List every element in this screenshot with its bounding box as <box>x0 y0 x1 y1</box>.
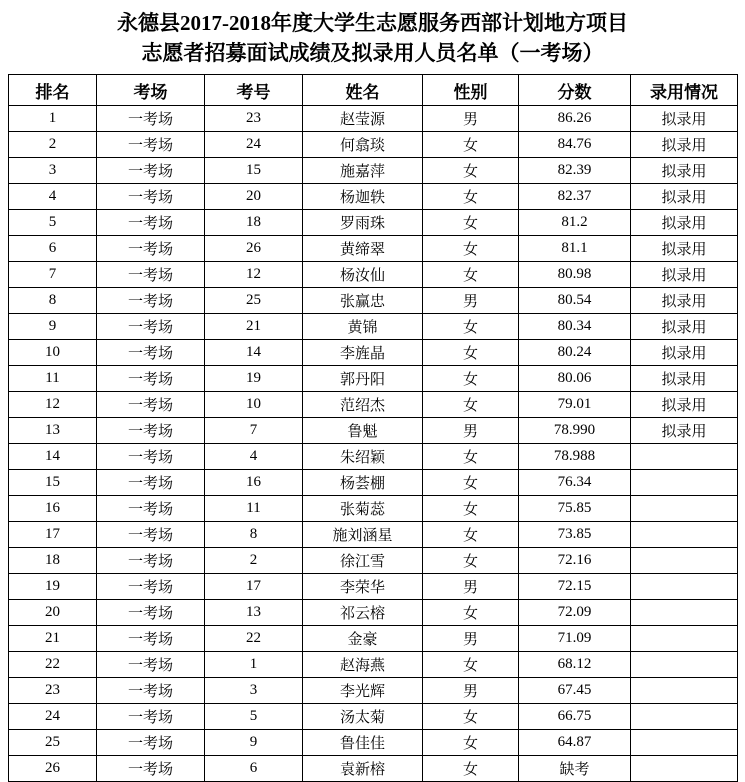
cell-gender: 女 <box>423 210 519 236</box>
cell-room: 一考场 <box>97 548 205 574</box>
cell-rank: 11 <box>9 366 97 392</box>
cell-result <box>631 626 738 652</box>
cell-score: 72.09 <box>519 600 631 626</box>
cell-score: 75.85 <box>519 496 631 522</box>
cell-result <box>631 574 738 600</box>
cell-name: 黄缔翠 <box>303 236 423 262</box>
results-table <box>8 74 738 782</box>
table-row <box>9 756 738 782</box>
cell-room: 一考场 <box>97 132 205 158</box>
cell-gender: 女 <box>423 652 519 678</box>
cell-score: 78.990 <box>519 418 631 444</box>
cell-name: 李光辉 <box>303 678 423 704</box>
cell-room: 一考场 <box>97 262 205 288</box>
table-row <box>9 704 738 730</box>
column-header-room: 考场 <box>97 75 205 106</box>
cell-rank: 2 <box>9 132 97 158</box>
cell-result: 拟录用 <box>631 236 738 262</box>
table-row <box>9 314 738 340</box>
column-header-rank: 排名 <box>9 75 97 106</box>
cell-score: 68.12 <box>519 652 631 678</box>
cell-name: 杨荟棚 <box>303 470 423 496</box>
cell-name: 鲁佳佳 <box>303 730 423 756</box>
cell-rank: 4 <box>9 184 97 210</box>
cell-gender: 女 <box>423 184 519 210</box>
cell-rank: 5 <box>9 210 97 236</box>
table-row <box>9 340 738 366</box>
cell-result: 拟录用 <box>631 210 738 236</box>
table-row <box>9 392 738 418</box>
cell-exam-number: 4 <box>205 444 303 470</box>
cell-rank: 21 <box>9 626 97 652</box>
table-row <box>9 730 738 756</box>
cell-rank: 17 <box>9 522 97 548</box>
cell-score: 82.37 <box>519 184 631 210</box>
table-row <box>9 236 738 262</box>
cell-score: 82.39 <box>519 158 631 184</box>
cell-result: 拟录用 <box>631 132 738 158</box>
cell-rank: 6 <box>9 236 97 262</box>
cell-score: 64.87 <box>519 730 631 756</box>
cell-gender: 女 <box>423 236 519 262</box>
cell-room: 一考场 <box>97 184 205 210</box>
column-header-name: 姓名 <box>303 75 423 106</box>
cell-score: 71.09 <box>519 626 631 652</box>
cell-gender: 女 <box>423 444 519 470</box>
cell-room: 一考场 <box>97 444 205 470</box>
cell-result <box>631 470 738 496</box>
cell-exam-number: 23 <box>205 106 303 132</box>
column-header-exam-number: 考号 <box>205 75 303 106</box>
cell-name: 郭丹阳 <box>303 366 423 392</box>
table-row <box>9 548 738 574</box>
cell-room: 一考场 <box>97 600 205 626</box>
cell-rank: 14 <box>9 444 97 470</box>
cell-rank: 1 <box>9 106 97 132</box>
cell-gender: 男 <box>423 418 519 444</box>
cell-exam-number: 26 <box>205 236 303 262</box>
cell-score: 80.34 <box>519 314 631 340</box>
cell-gender: 女 <box>423 366 519 392</box>
cell-rank: 22 <box>9 652 97 678</box>
cell-name: 赵莹源 <box>303 106 423 132</box>
cell-result <box>631 652 738 678</box>
cell-exam-number: 12 <box>205 262 303 288</box>
cell-rank: 24 <box>9 704 97 730</box>
cell-gender: 女 <box>423 756 519 782</box>
cell-exam-number: 1 <box>205 652 303 678</box>
cell-score: 72.15 <box>519 574 631 600</box>
cell-name: 徐江雪 <box>303 548 423 574</box>
cell-exam-number: 8 <box>205 522 303 548</box>
cell-score: 81.1 <box>519 236 631 262</box>
cell-room: 一考场 <box>97 522 205 548</box>
cell-room: 一考场 <box>97 652 205 678</box>
cell-result <box>631 496 738 522</box>
table-row <box>9 600 738 626</box>
table-row <box>9 288 738 314</box>
table-row <box>9 574 738 600</box>
cell-name: 朱绍颖 <box>303 444 423 470</box>
column-header-score: 分数 <box>519 75 631 106</box>
table-row <box>9 418 738 444</box>
cell-exam-number: 18 <box>205 210 303 236</box>
cell-exam-number: 24 <box>205 132 303 158</box>
table-row <box>9 366 738 392</box>
cell-exam-number: 2 <box>205 548 303 574</box>
cell-score: 67.45 <box>519 678 631 704</box>
table-row <box>9 444 738 470</box>
cell-gender: 女 <box>423 392 519 418</box>
table-row <box>9 184 738 210</box>
cell-room: 一考场 <box>97 704 205 730</box>
cell-room: 一考场 <box>97 236 205 262</box>
cell-rank: 3 <box>9 158 97 184</box>
page-title-line-2: 志愿者招募面试成绩及拟录用人员名单（一考场） <box>141 41 604 65</box>
table-row <box>9 470 738 496</box>
cell-score: 76.34 <box>519 470 631 496</box>
cell-rank: 23 <box>9 678 97 704</box>
cell-exam-number: 17 <box>205 574 303 600</box>
cell-result <box>631 678 738 704</box>
cell-gender: 女 <box>423 548 519 574</box>
cell-room: 一考场 <box>97 288 205 314</box>
cell-result: 拟录用 <box>631 392 738 418</box>
cell-exam-number: 25 <box>205 288 303 314</box>
cell-result: 拟录用 <box>631 314 738 340</box>
cell-score: 80.54 <box>519 288 631 314</box>
table-row <box>9 106 738 132</box>
cell-score: 73.85 <box>519 522 631 548</box>
table-row <box>9 652 738 678</box>
cell-result: 拟录用 <box>631 184 738 210</box>
cell-rank: 15 <box>9 470 97 496</box>
cell-gender: 男 <box>423 288 519 314</box>
table-header-row <box>9 75 738 106</box>
cell-room: 一考场 <box>97 210 205 236</box>
cell-gender: 女 <box>423 132 519 158</box>
cell-result: 拟录用 <box>631 418 738 444</box>
cell-result <box>631 600 738 626</box>
cell-exam-number: 20 <box>205 184 303 210</box>
table-body <box>9 106 738 782</box>
cell-result <box>631 548 738 574</box>
cell-room: 一考场 <box>97 392 205 418</box>
cell-name: 杨汝仙 <box>303 262 423 288</box>
cell-score: 80.24 <box>519 340 631 366</box>
cell-gender: 女 <box>423 704 519 730</box>
cell-room: 一考场 <box>97 106 205 132</box>
table-row <box>9 678 738 704</box>
table-row <box>9 262 738 288</box>
cell-result: 拟录用 <box>631 288 738 314</box>
cell-result: 拟录用 <box>631 158 738 184</box>
cell-exam-number: 16 <box>205 470 303 496</box>
column-header-gender: 性别 <box>423 75 519 106</box>
cell-exam-number: 21 <box>205 314 303 340</box>
cell-room: 一考场 <box>97 418 205 444</box>
page-title-line-1: 永德县2017-2018年度大学生志愿服务西部计划地方项目 <box>117 11 628 35</box>
table-row <box>9 158 738 184</box>
cell-name: 张赢忠 <box>303 288 423 314</box>
cell-exam-number: 22 <box>205 626 303 652</box>
cell-name: 祁云榕 <box>303 600 423 626</box>
table-row <box>9 496 738 522</box>
cell-rank: 16 <box>9 496 97 522</box>
cell-exam-number: 6 <box>205 756 303 782</box>
cell-name: 范绍杰 <box>303 392 423 418</box>
cell-gender: 男 <box>423 678 519 704</box>
cell-result <box>631 522 738 548</box>
cell-score: 缺考 <box>519 756 631 782</box>
cell-exam-number: 15 <box>205 158 303 184</box>
cell-gender: 女 <box>423 314 519 340</box>
cell-exam-number: 13 <box>205 600 303 626</box>
cell-name: 何翕琰 <box>303 132 423 158</box>
cell-gender: 女 <box>423 470 519 496</box>
cell-rank: 8 <box>9 288 97 314</box>
cell-room: 一考场 <box>97 496 205 522</box>
cell-name: 施嘉萍 <box>303 158 423 184</box>
cell-rank: 7 <box>9 262 97 288</box>
cell-score: 81.2 <box>519 210 631 236</box>
cell-rank: 20 <box>9 600 97 626</box>
cell-rank: 26 <box>9 756 97 782</box>
cell-score: 84.76 <box>519 132 631 158</box>
cell-rank: 9 <box>9 314 97 340</box>
cell-score: 80.98 <box>519 262 631 288</box>
cell-name: 施刘涵星 <box>303 522 423 548</box>
cell-rank: 25 <box>9 730 97 756</box>
cell-room: 一考场 <box>97 730 205 756</box>
cell-score: 78.988 <box>519 444 631 470</box>
cell-gender: 女 <box>423 730 519 756</box>
cell-gender: 女 <box>423 522 519 548</box>
cell-exam-number: 19 <box>205 366 303 392</box>
cell-result <box>631 704 738 730</box>
cell-name: 鲁魁 <box>303 418 423 444</box>
cell-score: 66.75 <box>519 704 631 730</box>
cell-gender: 女 <box>423 600 519 626</box>
cell-rank: 19 <box>9 574 97 600</box>
page-title <box>8 8 737 68</box>
cell-exam-number: 14 <box>205 340 303 366</box>
cell-gender: 女 <box>423 496 519 522</box>
cell-room: 一考场 <box>97 470 205 496</box>
cell-rank: 12 <box>9 392 97 418</box>
cell-exam-number: 3 <box>205 678 303 704</box>
cell-result <box>631 756 738 782</box>
cell-score: 80.06 <box>519 366 631 392</box>
cell-name: 李荣华 <box>303 574 423 600</box>
cell-result: 拟录用 <box>631 340 738 366</box>
cell-exam-number: 5 <box>205 704 303 730</box>
table-row <box>9 132 738 158</box>
cell-name: 汤太菊 <box>303 704 423 730</box>
cell-exam-number: 10 <box>205 392 303 418</box>
cell-result: 拟录用 <box>631 366 738 392</box>
cell-name: 罗雨珠 <box>303 210 423 236</box>
cell-name: 袁新榕 <box>303 756 423 782</box>
cell-gender: 女 <box>423 340 519 366</box>
cell-room: 一考场 <box>97 756 205 782</box>
cell-rank: 10 <box>9 340 97 366</box>
cell-rank: 18 <box>9 548 97 574</box>
cell-room: 一考场 <box>97 158 205 184</box>
cell-name: 赵海燕 <box>303 652 423 678</box>
cell-exam-number: 9 <box>205 730 303 756</box>
cell-name: 黄锦 <box>303 314 423 340</box>
cell-room: 一考场 <box>97 340 205 366</box>
cell-score: 72.16 <box>519 548 631 574</box>
cell-rank: 13 <box>9 418 97 444</box>
cell-room: 一考场 <box>97 678 205 704</box>
table-row <box>9 210 738 236</box>
cell-result: 拟录用 <box>631 262 738 288</box>
column-header-result: 录用情况 <box>631 75 738 106</box>
cell-result <box>631 730 738 756</box>
cell-room: 一考场 <box>97 626 205 652</box>
table-row <box>9 522 738 548</box>
cell-gender: 男 <box>423 106 519 132</box>
cell-result <box>631 444 738 470</box>
cell-name: 李旌晶 <box>303 340 423 366</box>
cell-gender: 男 <box>423 626 519 652</box>
cell-result: 拟录用 <box>631 106 738 132</box>
cell-room: 一考场 <box>97 574 205 600</box>
cell-exam-number: 11 <box>205 496 303 522</box>
cell-score: 79.01 <box>519 392 631 418</box>
cell-gender: 男 <box>423 574 519 600</box>
cell-room: 一考场 <box>97 314 205 340</box>
cell-exam-number: 7 <box>205 418 303 444</box>
cell-score: 86.26 <box>519 106 631 132</box>
cell-name: 金豪 <box>303 626 423 652</box>
cell-name: 张菊蕊 <box>303 496 423 522</box>
cell-gender: 女 <box>423 158 519 184</box>
cell-gender: 女 <box>423 262 519 288</box>
cell-name: 杨迦轶 <box>303 184 423 210</box>
cell-room: 一考场 <box>97 366 205 392</box>
table-row <box>9 626 738 652</box>
